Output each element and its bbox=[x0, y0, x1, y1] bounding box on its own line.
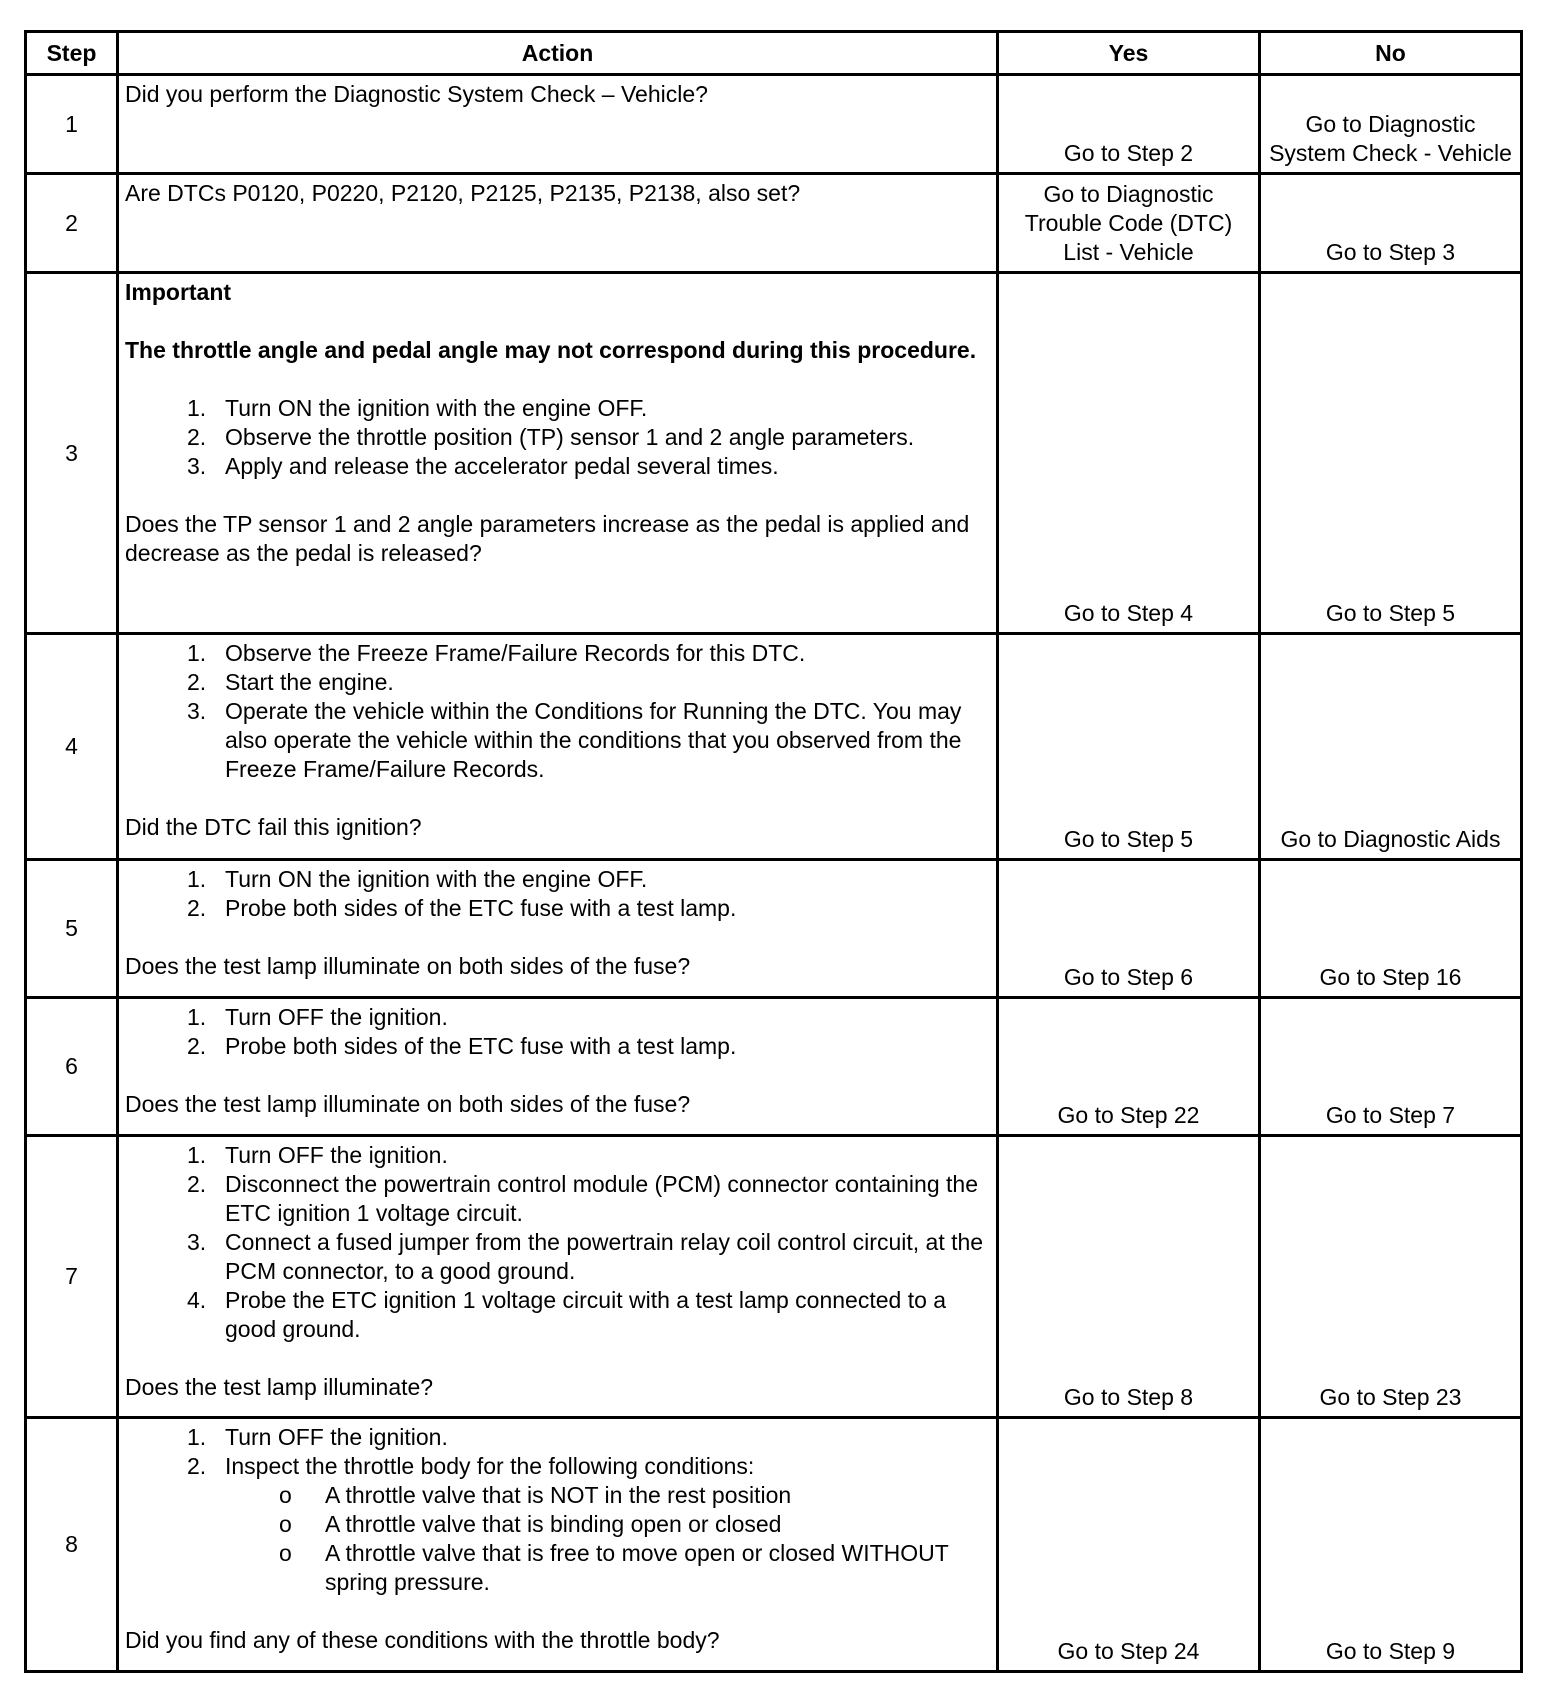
instruction-list bbox=[125, 639, 988, 784]
table-row bbox=[26, 1136, 1522, 1418]
list-item: 2. Probe both sides of the ETC fuse with a test lamp. bbox=[187, 1033, 737, 1059]
step-number: 6 bbox=[26, 998, 118, 1136]
no-cell: Go to Step 16 bbox=[1260, 860, 1522, 998]
table-row bbox=[26, 174, 1522, 273]
list-item: 3. Operate the vehicle within the Conditions for Running the DTC. You may also operate the vehicle within the conditions that you observed from the Freeze Frame/Failure Records. bbox=[187, 698, 962, 782]
list-item: 1. Turn OFF the ignition. bbox=[187, 1424, 448, 1450]
action-cell bbox=[118, 1418, 998, 1672]
list-item: 1. Turn OFF the ignition. bbox=[187, 1142, 448, 1168]
step-number: 3 bbox=[26, 273, 118, 634]
bullet-icon: o bbox=[279, 1540, 292, 1566]
question-text: Did the DTC fail this ignition? bbox=[125, 814, 422, 840]
list-item: 3. Apply and release the accelerator pedal several times. bbox=[187, 453, 779, 479]
step-header: Step bbox=[26, 32, 118, 75]
list-item: 1. Observe the Freeze Frame/Failure Records for this DTC. bbox=[187, 640, 806, 666]
diagnostic-table bbox=[24, 30, 1523, 1673]
yes-cell: Go to Diagnostic Trouble Code (DTC) List - Vehicle bbox=[998, 174, 1260, 273]
yes-cell: Go to Step 24 bbox=[998, 1418, 1260, 1672]
question-text: Does the test lamp illuminate on both sides of the fuse? bbox=[125, 953, 691, 979]
step-number: 4 bbox=[26, 634, 118, 860]
list-item: 2. Start the engine. bbox=[187, 669, 394, 695]
list-item: 2. Disconnect the powertrain control module (PCM) connector containing the ETC ignition 1 voltage circuit. bbox=[187, 1171, 978, 1226]
yes-cell: Go to Step 22 bbox=[998, 998, 1260, 1136]
list-item: 1. Turn OFF the ignition. bbox=[187, 1004, 448, 1030]
action-cell bbox=[118, 273, 998, 634]
table-row bbox=[26, 273, 1522, 634]
no-cell: Go to Diagnostic System Check - Vehicle bbox=[1260, 75, 1522, 174]
step-number: 7 bbox=[26, 1136, 118, 1418]
list-item: 1. Turn ON the ignition with the engine OFF. bbox=[187, 866, 648, 892]
yes-cell: Go to Step 4 bbox=[998, 273, 1260, 634]
table-row bbox=[26, 634, 1522, 860]
table-row bbox=[26, 1418, 1522, 1672]
no-cell: Go to Step 5 bbox=[1260, 273, 1522, 634]
action-cell bbox=[118, 998, 998, 1136]
question-text: Does the TP sensor 1 and 2 angle parameters increase as the pedal is applied and decrease as the pedal is released? bbox=[125, 511, 970, 566]
no-cell: Go to Diagnostic Aids bbox=[1260, 634, 1522, 860]
step-number: 5 bbox=[26, 860, 118, 998]
instruction-list bbox=[125, 1003, 988, 1061]
question-text: Does the test lamp illuminate? bbox=[125, 1374, 434, 1400]
list-item: o A throttle valve that is NOT in the rest position bbox=[279, 1482, 792, 1508]
list-item: 1. Turn ON the ignition with the engine OFF. bbox=[187, 395, 648, 421]
important-title: Important bbox=[125, 279, 232, 305]
action-cell bbox=[118, 75, 998, 174]
list-item: 4. Probe the ETC ignition 1 voltage circuit with a test lamp connected to a good ground. bbox=[187, 1287, 947, 1342]
list-item: 2. Inspect the throttle body for the following conditions: bbox=[187, 1453, 755, 1479]
action-cell bbox=[118, 174, 998, 273]
table-row bbox=[26, 75, 1522, 174]
bullet-icon: o bbox=[279, 1511, 292, 1537]
no-cell: Go to Step 23 bbox=[1260, 1136, 1522, 1418]
question-text: Did you perform the Diagnostic System Check – Vehicle? bbox=[125, 81, 708, 107]
yes-cell: Go to Step 8 bbox=[998, 1136, 1260, 1418]
step-number: 2 bbox=[26, 174, 118, 273]
no-cell: Go to Step 9 bbox=[1260, 1418, 1522, 1672]
yes-cell: Go to Step 6 bbox=[998, 860, 1260, 998]
instruction-list bbox=[125, 394, 988, 481]
action-cell bbox=[118, 634, 998, 860]
condition-list bbox=[125, 1481, 988, 1597]
instruction-list bbox=[125, 1423, 988, 1481]
step-number: 8 bbox=[26, 1418, 118, 1672]
table-row bbox=[26, 998, 1522, 1136]
header-row bbox=[26, 32, 1522, 75]
list-item: 2. Probe both sides of the ETC fuse with a test lamp. bbox=[187, 895, 737, 921]
action-header: Action bbox=[118, 32, 998, 75]
question-text: Does the test lamp illuminate on both sides of the fuse? bbox=[125, 1091, 691, 1117]
step-number: 1 bbox=[26, 75, 118, 174]
important-text: The throttle angle and pedal angle may not correspond during this procedure. bbox=[125, 337, 977, 363]
yes-cell: Go to Step 2 bbox=[998, 75, 1260, 174]
no-cell: Go to Step 3 bbox=[1260, 174, 1522, 273]
list-item: 2. Observe the throttle position (TP) sensor 1 and 2 angle parameters. bbox=[187, 424, 915, 450]
table-row bbox=[26, 860, 1522, 998]
yes-header: Yes bbox=[998, 32, 1260, 75]
question-text: Did you find any of these conditions with the throttle body? bbox=[125, 1627, 720, 1653]
no-cell: Go to Step 7 bbox=[1260, 998, 1522, 1136]
action-cell bbox=[118, 860, 998, 998]
question-text: Are DTCs P0120, P0220, P2120, P2125, P2135, P2138, also set? bbox=[125, 180, 801, 206]
instruction-list bbox=[125, 865, 988, 923]
instruction-list bbox=[125, 1141, 988, 1344]
yes-cell: Go to Step 5 bbox=[998, 634, 1260, 860]
no-header: No bbox=[1260, 32, 1522, 75]
action-cell bbox=[118, 1136, 998, 1418]
list-item: 3. Connect a fused jumper from the powertrain relay coil control circuit, at the PCM connector, to a good ground. bbox=[187, 1229, 984, 1284]
bullet-icon: o bbox=[279, 1482, 292, 1508]
list-item: o A throttle valve that is free to move open or closed WITHOUT spring pressure. bbox=[279, 1540, 949, 1595]
list-item: o A throttle valve that is binding open or closed bbox=[279, 1511, 782, 1537]
